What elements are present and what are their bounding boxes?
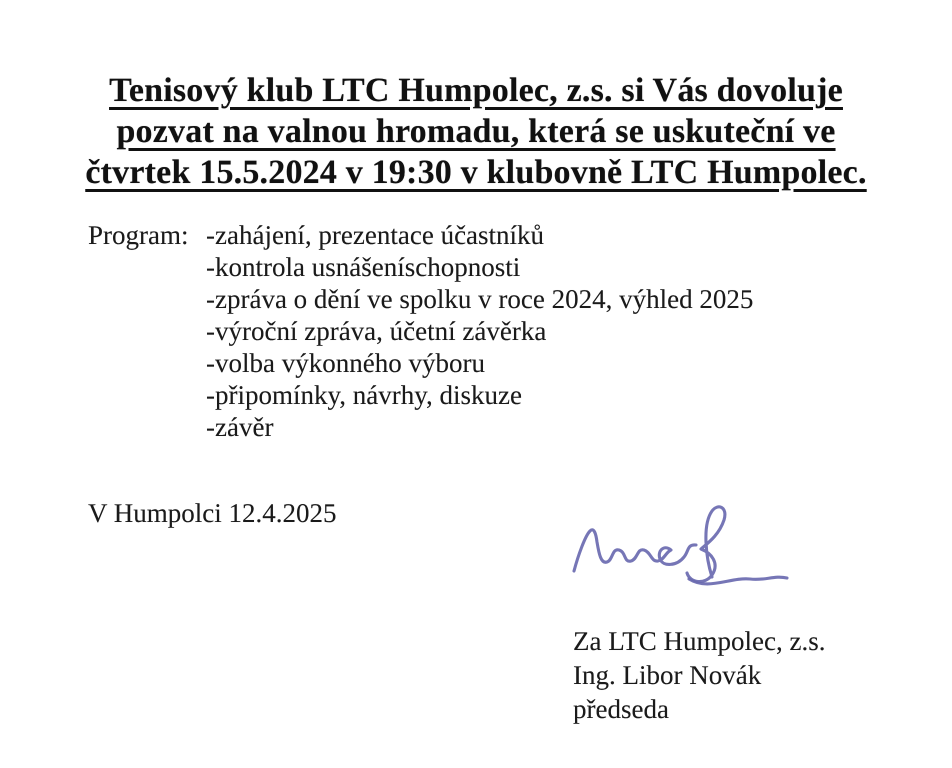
program-item: -závěr xyxy=(206,412,274,442)
heading-line-3: čtvrtek 15.5.2024 v 19:30 v klubovně LTC Humpolec. xyxy=(85,154,867,191)
program-section xyxy=(88,219,753,443)
signoff-name: Ing. Libor Novák xyxy=(573,660,762,690)
signoff-title: předseda xyxy=(573,694,669,724)
heading-line-2: pozvat na valnou hromadu, která se uskuteční ve xyxy=(116,113,836,150)
program-item: -zahájení, prezentace účastníků xyxy=(206,220,545,250)
program-item: -připomínky, návrhy, diskuze xyxy=(206,380,522,410)
signature-scribble xyxy=(560,498,805,603)
program-item: -výroční zpráva, účetní závěrka xyxy=(206,316,547,346)
signoff-block xyxy=(573,624,825,726)
heading-line-1: Tenisový klub LTC Humpolec, z.s. si Vás dovoluje xyxy=(109,72,843,109)
program-label: Program: xyxy=(88,220,189,250)
program-item: -kontrola usnášeníschopnosti xyxy=(206,252,521,282)
handwritten-signature-svg xyxy=(560,498,805,603)
program-item: -zpráva o dění ve spolku v roce 2024, výhled 2025 xyxy=(206,284,754,314)
program-item: -volba výkonného výboru xyxy=(206,348,485,378)
signoff-organization: Za LTC Humpolec, z.s. xyxy=(573,626,826,656)
program-item-list xyxy=(206,219,753,443)
place-and-date-line: V Humpolci 12.4.2025 xyxy=(88,498,337,528)
invitation-heading xyxy=(0,70,952,193)
